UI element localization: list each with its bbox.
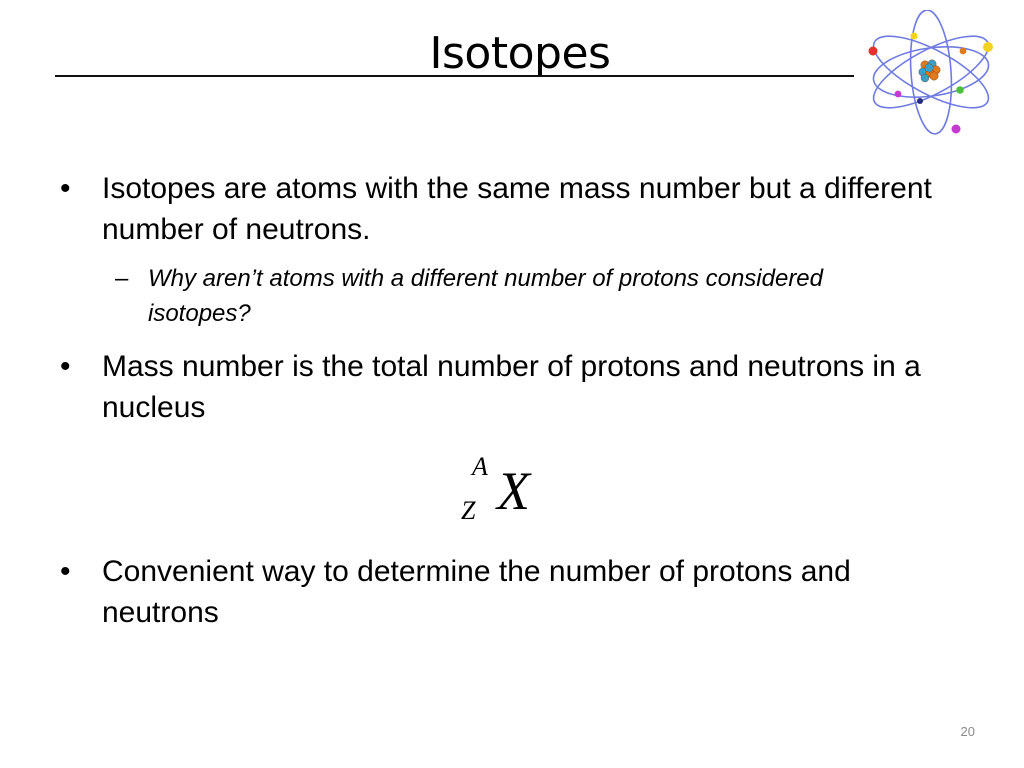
bullet-text: Isotopes are atoms with the same mass number but a different number of neutrons. bbox=[102, 172, 932, 246]
bullet-item bbox=[60, 551, 960, 633]
bullet-mark: • bbox=[60, 555, 71, 588]
bullet-mark: • bbox=[60, 350, 71, 383]
bullet-text: Mass number is the total number of protons and neutrons in a nucleus bbox=[102, 350, 921, 424]
bullet-mark: • bbox=[60, 172, 71, 205]
bullet-item bbox=[60, 168, 960, 250]
element-symbol: X bbox=[497, 461, 530, 521]
sub-bullet-mark: – bbox=[115, 265, 129, 292]
sub-bullet-text: Why aren’t atoms with a different number of protons considered isotopes? bbox=[148, 265, 823, 327]
sub-bullet-item bbox=[115, 261, 875, 331]
atomic-number: Z bbox=[461, 496, 476, 525]
mass-number: A bbox=[472, 452, 488, 481]
bullet-item bbox=[60, 346, 960, 428]
nuclide-notation bbox=[458, 452, 558, 536]
bullet-text: Convenient way to determine the number of protons and neutrons bbox=[102, 555, 851, 629]
page-number: 20 bbox=[960, 724, 975, 739]
slide-title: Isotopes bbox=[429, 28, 611, 79]
